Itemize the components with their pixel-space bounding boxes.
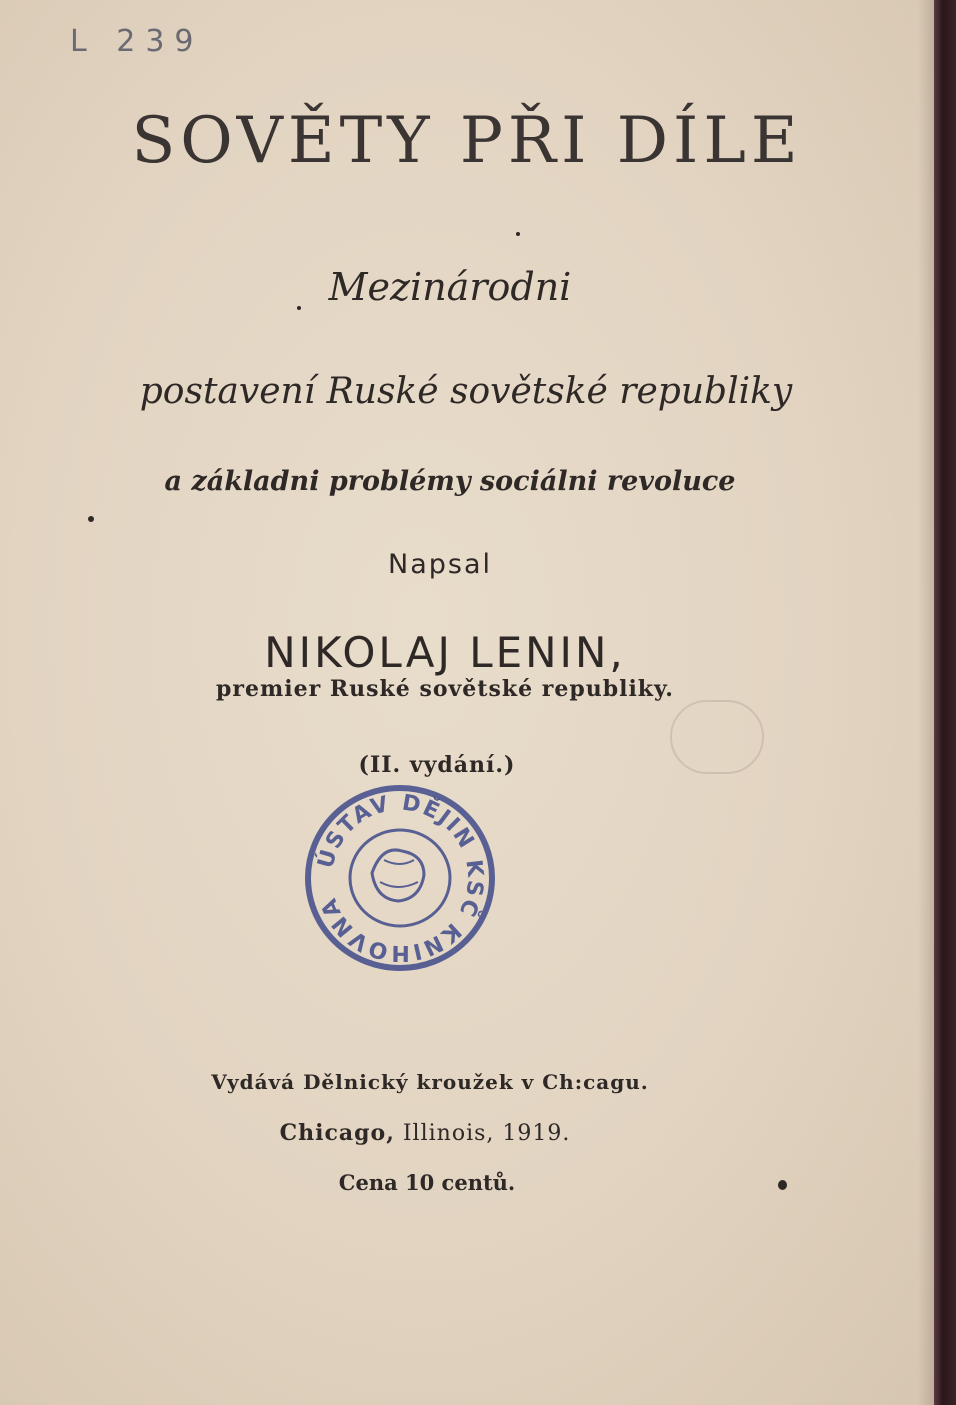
subtitle-line-1: Mezinárodni <box>328 265 572 309</box>
library-stamp <box>300 778 500 978</box>
byline-label: Napsal <box>388 549 492 580</box>
subtitle-line-3: a základni problémy sociálni revoluce <box>164 466 736 497</box>
price: Cena 10 centů. <box>338 1170 516 1195</box>
handwritten-shelf-mark: L 239 <box>70 24 204 59</box>
book-title: SOVĚTY PŘI DÍLE <box>131 104 803 178</box>
book-spine <box>934 0 956 1405</box>
publisher-line: Vydává Dělnický kroužek v Ch:cagu. <box>211 1070 649 1094</box>
publication-place-date <box>0 1120 850 1146</box>
page-edge-shadow <box>918 0 934 1405</box>
ink-speck <box>778 1180 787 1190</box>
ink-speck <box>88 516 94 522</box>
ink-speck <box>297 306 301 310</box>
author-name: NIKOLAJ LENIN, <box>264 628 626 677</box>
ink-speck <box>516 232 520 236</box>
subtitle-line-2: postavení Ruské sovětské republiky <box>139 371 793 412</box>
publication-city: Chicago, <box>279 1120 395 1146</box>
faint-show-through-mark <box>670 700 764 774</box>
stamp-text: ÚSTAV DĚJIN KSČ KNIHOVNA <box>313 790 488 966</box>
edition-note: (II. vydání.) <box>358 752 516 778</box>
publication-state-year: Illinois, 1919. <box>394 1121 571 1146</box>
author-role: premier Ruské sovětské republiky. <box>216 676 674 702</box>
